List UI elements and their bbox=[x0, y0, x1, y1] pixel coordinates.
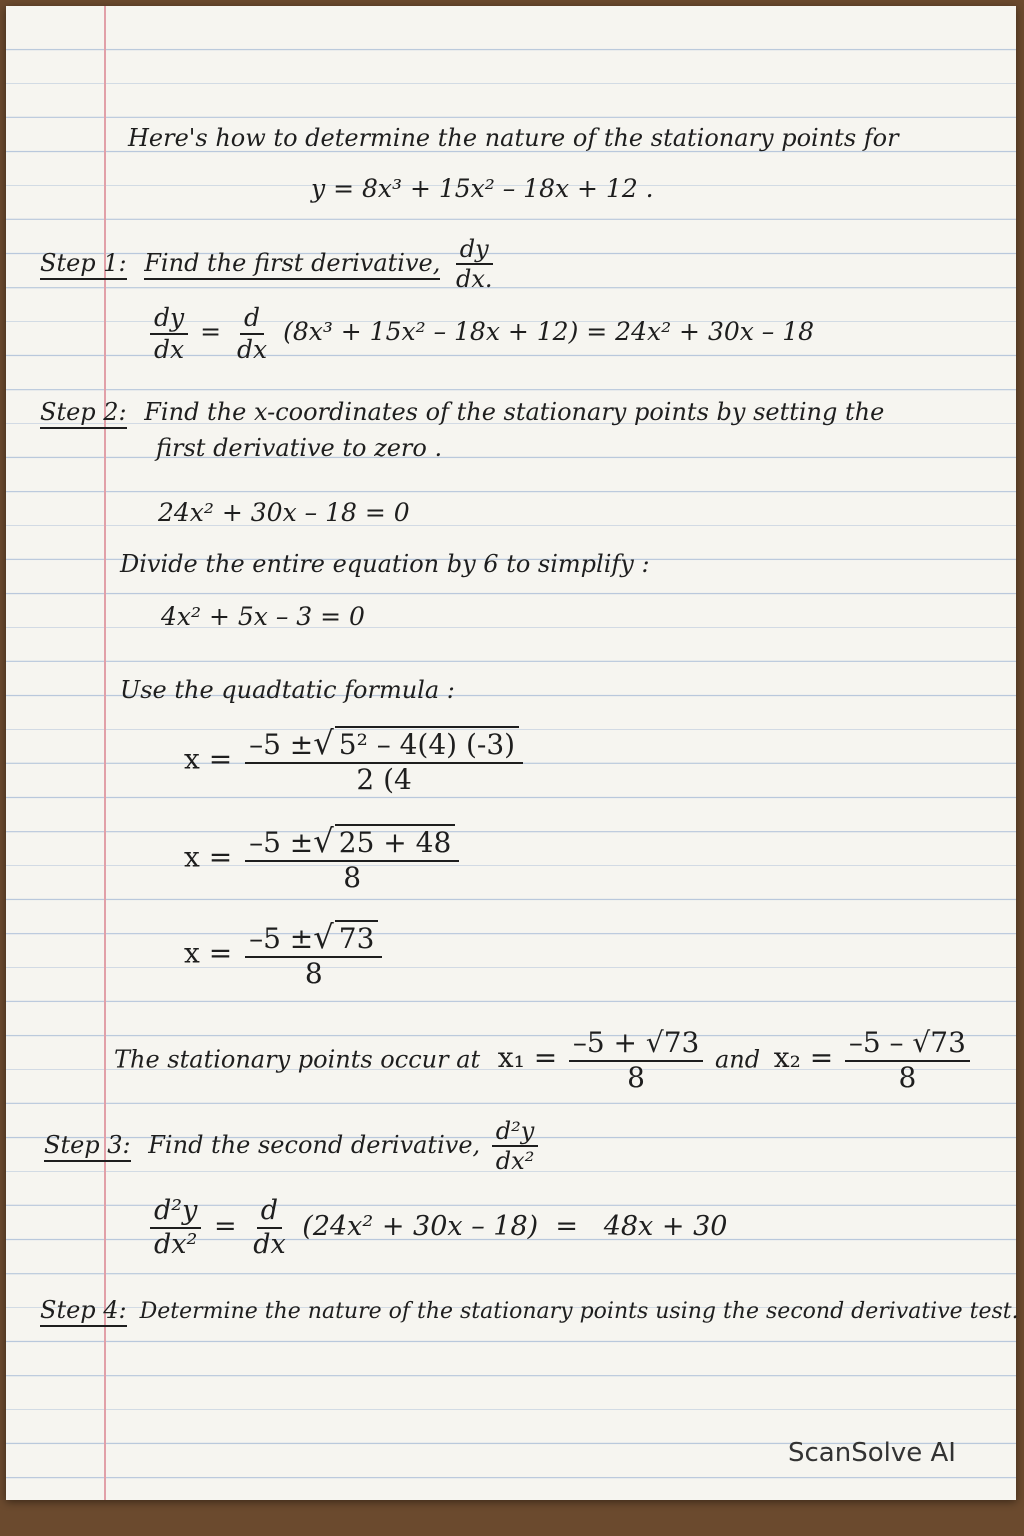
step3-heading bbox=[44, 1118, 542, 1175]
x1-den: 8 bbox=[627, 1060, 645, 1094]
q1-num-pre: –5 ± bbox=[249, 728, 314, 761]
step1-lhs-den: dx bbox=[154, 334, 185, 364]
step1-lhs-fraction bbox=[150, 304, 188, 363]
stationary-points-line bbox=[114, 1028, 974, 1094]
quadratic-num-3: –5 ±√ 73 bbox=[245, 920, 382, 958]
x1-num: –5 + √73 bbox=[569, 1028, 704, 1062]
signature: ScanSolve AI bbox=[788, 1438, 956, 1468]
step3-title: Find the second derivative, bbox=[148, 1130, 481, 1159]
quadratic-fraction-2 bbox=[245, 824, 459, 894]
step1-expression: (8x³ + 15x² – 18x + 12) = 24x² + 30x – 18 bbox=[283, 317, 815, 346]
step1-label: Step 1: bbox=[40, 249, 127, 280]
step3-title-fraction bbox=[492, 1118, 539, 1175]
x1-label: x₁ = bbox=[497, 1041, 558, 1075]
quadratic-num-2: –5 ±√ 25 + 48 bbox=[245, 824, 459, 862]
intro-line: Here's how to determine the nature of the stationary points for bbox=[128, 124, 899, 152]
q3-num-pre: –5 ± bbox=[249, 922, 314, 955]
x1-fraction bbox=[569, 1028, 704, 1094]
margin-line bbox=[104, 6, 106, 1500]
x-equals: x = bbox=[184, 936, 233, 970]
step1-op-den: dx bbox=[237, 334, 268, 364]
step3-lhs-den: dx² bbox=[154, 1228, 198, 1260]
x2-num: –5 – √73 bbox=[845, 1028, 970, 1062]
step1-op-num: d bbox=[240, 304, 264, 335]
step1-derivative-line: $\frac{dy}{dx}$ = $\frac{d}{dx}$ (8x³ + 15x² – 18x + 12) = 24x² + 30x – 18 bbox=[146, 304, 814, 363]
step3-label: Step 3: bbox=[44, 1131, 131, 1162]
step2-equation-1: 24x² + 30x – 18 = 0 bbox=[158, 498, 410, 527]
quadratic-num-1: –5 ±√ 5² – 4(4) (-3) bbox=[245, 726, 523, 764]
step3-lhs-fraction bbox=[150, 1196, 201, 1259]
quadratic-fraction-3 bbox=[245, 920, 382, 990]
quadratic-den-3: 8 bbox=[304, 957, 323, 991]
quadratic-line-3 bbox=[184, 920, 386, 990]
step3-operator-fraction bbox=[249, 1196, 290, 1259]
x2-fraction bbox=[845, 1028, 970, 1094]
step4-title: Determine the nature of the stationary points using the second derivative test. bbox=[139, 1299, 1019, 1324]
step2-label: Step 2: bbox=[40, 398, 127, 429]
q1-radicand: 5² – 4(4) (-3) bbox=[335, 726, 519, 761]
notebook-paper bbox=[6, 6, 1019, 1500]
intro-equation: y = 8x³ + 15x² – 18x + 12 . bbox=[311, 174, 654, 203]
step1-frac-den: dx. bbox=[456, 265, 493, 294]
step1-frac-num: dy bbox=[456, 236, 493, 265]
conclusion-text: The stationary points occur at bbox=[114, 1045, 481, 1074]
step3-derivative-line: $\frac{\text{d²y}}{\text{dx²}}$ = $\frac{d}{dx}$ (24x² + 30x – 18) = 48x + 30 bbox=[146, 1196, 727, 1259]
step2-heading bbox=[40, 398, 884, 426]
step3-frac-den: dx² bbox=[495, 1147, 535, 1176]
step3-op-num: d bbox=[257, 1196, 282, 1229]
quadratic-text: Use the quadtatic formula : bbox=[120, 676, 455, 704]
x-equals: x = bbox=[184, 742, 233, 776]
and-text: and bbox=[715, 1045, 761, 1074]
step3-lhs-num: d²y bbox=[150, 1196, 201, 1229]
q2-radicand: 25 + 48 bbox=[335, 824, 456, 859]
step2-title-line2: first derivative to zero . bbox=[156, 434, 443, 462]
quadratic-den-1: 2 (4 bbox=[356, 763, 412, 797]
step1-heading bbox=[40, 236, 501, 293]
step2-title-line1: Find the x-coordinates of the stationary points by setting the bbox=[144, 398, 885, 426]
step3-frac-num: d²y bbox=[492, 1118, 539, 1147]
quadratic-line-1 bbox=[184, 726, 527, 796]
quadratic-fraction-1 bbox=[245, 726, 523, 796]
step4-heading bbox=[40, 1296, 1019, 1324]
step1-lhs-num: dy bbox=[150, 304, 188, 335]
q2-num-pre: –5 ± bbox=[249, 826, 314, 859]
x-equals: x = bbox=[184, 840, 233, 874]
step1-dydx-fraction bbox=[452, 236, 497, 293]
q3-radicand: 73 bbox=[335, 920, 379, 955]
quadratic-den-2: 8 bbox=[343, 861, 362, 895]
step4-label: Step 4: bbox=[40, 1296, 127, 1327]
step2-equation-2: 4x² + 5x – 3 = 0 bbox=[161, 602, 365, 631]
x2-label: x₂ = bbox=[773, 1041, 834, 1075]
step3-expression: (24x² + 30x – 18) = 48x + 30 bbox=[302, 1211, 728, 1243]
divide-text: Divide the entire equation by 6 to simplify : bbox=[120, 550, 650, 578]
step3-op-den: dx bbox=[253, 1228, 286, 1260]
step1-title: Find the first derivative, bbox=[144, 249, 440, 280]
step1-operator-fraction bbox=[233, 304, 271, 363]
x2-den: 8 bbox=[898, 1060, 917, 1094]
quadratic-line-2 bbox=[184, 824, 463, 894]
